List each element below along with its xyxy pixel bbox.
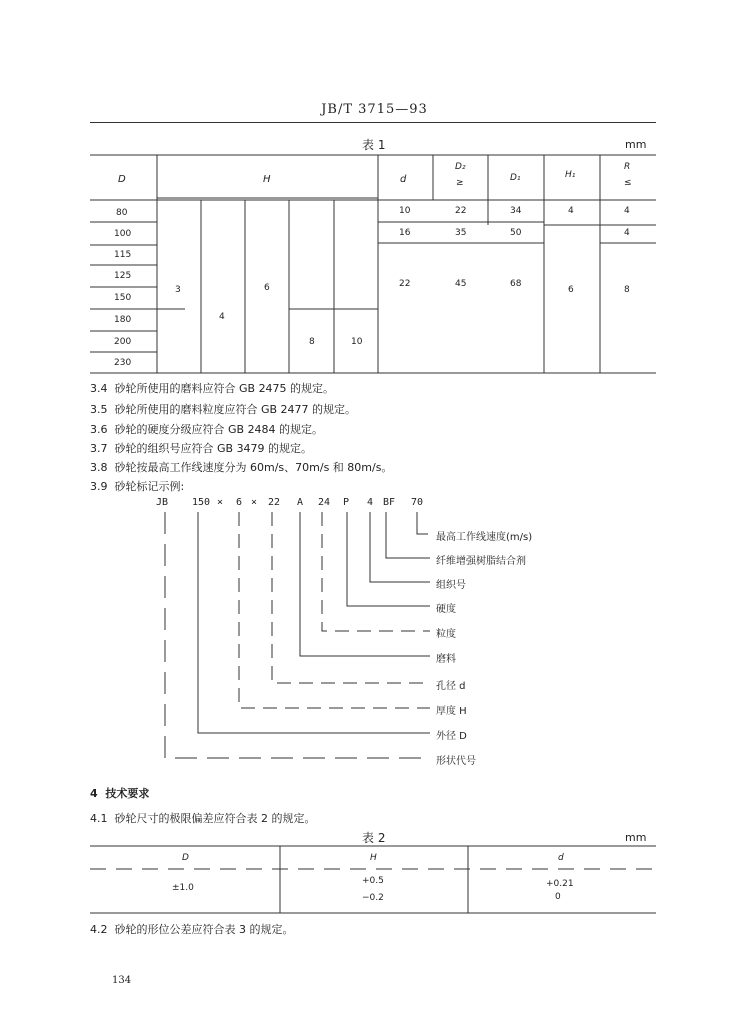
t1-H-3: 3 [175, 285, 181, 295]
mark-part-speed: 70 [411, 497, 424, 508]
mark-label-grit: 粒度 [436, 629, 456, 640]
t1-H-10: 10 [351, 337, 363, 347]
t1-header-D: D [118, 174, 126, 185]
paragraph-4-2: 4.2 砂轮的形位公差应符合表 3 的规定。 [90, 923, 294, 936]
t2-d-lower: 0 [555, 892, 561, 902]
t1-H-8: 8 [309, 337, 315, 347]
mark-part-abrasive: A [297, 497, 304, 508]
t2-D-tolerance: ±1.0 [172, 883, 194, 893]
mark-part-thickness: 6 [236, 497, 243, 508]
t1-header-R: R [624, 162, 631, 172]
t2-d-upper: +0.21 [546, 879, 574, 889]
t1-header-D2: D₂ [455, 162, 466, 172]
mark-part-bond: BF [383, 497, 396, 508]
table2-unit: mm [625, 831, 647, 844]
t1-D-200: 200 [114, 337, 132, 347]
t1-D-100: 100 [114, 229, 132, 239]
t1-H-6: 6 [264, 283, 270, 293]
t1-D-115: 115 [114, 250, 132, 260]
mark-part-hardness: P [343, 497, 350, 508]
paragraph-3-6: 3.6 砂轮的硬度分级应符合 GB 2484 的规定。 [90, 423, 324, 436]
mark-part-x1: × [217, 497, 224, 508]
mark-part-x2: × [251, 497, 258, 508]
t1-R-4a: 4 [624, 206, 630, 216]
mark-part-structure: 4 [367, 497, 374, 508]
paragraph-3-8: 3.8 砂轮按最高工作线速度分为 60m/s、70m/s 和 80m/s。 [90, 461, 393, 474]
mark-label-speed: 最高工作线速度(m/s) [436, 532, 533, 543]
t1-D1-68: 68 [510, 279, 522, 289]
mark-label-thickness: 厚度 H [436, 706, 467, 717]
mark-label-bond: 纤维增强树脂结合剂 [436, 556, 526, 567]
t1-H1-6: 6 [568, 285, 574, 295]
mark-label-diameter: 外径 D [436, 731, 467, 742]
t1-D1-34: 34 [510, 206, 522, 216]
t1-header-H: H [263, 174, 271, 185]
t1-d-22: 22 [399, 279, 411, 289]
document-code: JB/T 3715—93 [321, 102, 428, 117]
t1-H1-4: 4 [568, 206, 574, 216]
t2-header-D: D [182, 853, 189, 863]
table1-unit: mm [625, 138, 647, 151]
mark-part-bore: 22 [268, 497, 281, 508]
table2-caption: 表 2 [362, 831, 386, 845]
t1-header-H1: H₁ [565, 170, 576, 180]
t1-D-180: 180 [114, 315, 132, 325]
table1-caption: 表 1 [362, 138, 386, 152]
paragraph-4-1: 4.1 砂轮尺寸的极限偏差应符合表 2 的规定。 [90, 812, 316, 825]
t1-header-R-le: ≤ [624, 178, 632, 188]
t2-header-H: H [370, 853, 377, 863]
mark-label-structure: 组织号 [436, 580, 466, 591]
t1-D2-45: 45 [455, 279, 467, 289]
t1-D2-35: 35 [455, 228, 467, 238]
t1-R-8: 8 [624, 285, 630, 295]
mark-label-hardness: 硬度 [436, 604, 456, 615]
t1-d-10: 10 [399, 206, 411, 216]
t2-H-lower: −0.2 [362, 893, 384, 903]
paragraph-3-9: 3.9 砂轮标记示例: [90, 480, 185, 493]
t1-D-150: 150 [114, 293, 132, 303]
section-4-heading: 4 技术要求 [90, 787, 150, 800]
mark-part-shape: JB [156, 497, 169, 508]
mark-label-bore: 孔径 d [436, 681, 466, 692]
t1-d-16: 16 [399, 228, 411, 238]
t1-D-80: 80 [116, 208, 128, 218]
paragraph-3-4: 3.4 砂轮所使用的磨料应符合 GB 2475 的规定。 [90, 382, 335, 395]
t1-D1-50: 50 [510, 228, 522, 238]
mark-label-abrasive: 磨料 [436, 654, 456, 665]
t1-header-D1: D₁ [510, 173, 521, 183]
paragraph-3-5: 3.5 砂轮所使用的磨料粒度应符合 GB 2477 的规定。 [90, 403, 357, 416]
t2-header-d: d [558, 853, 564, 863]
t1-header-d: d [400, 174, 407, 185]
t1-R-4b: 4 [624, 228, 630, 238]
t1-H-4: 4 [219, 312, 225, 322]
mark-part-grit: 24 [318, 497, 331, 508]
mark-label-shape: 形状代号 [436, 756, 476, 767]
t1-D2-22: 22 [455, 206, 467, 216]
t1-D-230: 230 [114, 358, 132, 368]
page-number: 134 [112, 975, 132, 986]
paragraph-3-7: 3.7 砂轮的组织号应符合 GB 3479 的规定。 [90, 442, 313, 455]
t1-D-125: 125 [114, 271, 132, 281]
t1-header-D2-ge: ≥ [456, 178, 464, 188]
mark-part-diameter: 150 [192, 497, 211, 508]
t2-H-upper: +0.5 [362, 876, 384, 886]
